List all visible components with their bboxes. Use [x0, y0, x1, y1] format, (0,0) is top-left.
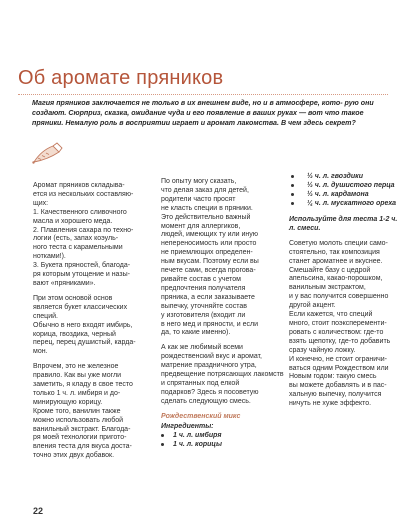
text-line: сделать следующую смесь. — [161, 397, 251, 405]
text-line: Кроме того, ванилин также — [33, 407, 121, 415]
text-line: людей, имеющих ту или иную — [161, 231, 259, 239]
spice-list — [289, 172, 399, 208]
text-line: другой акцент. — [289, 302, 336, 310]
text-line: предпочтения получателя — [161, 284, 246, 292]
text-line: ря моей технологии пригото- — [33, 434, 127, 442]
text-line: Новым годом: такую смесь — [289, 373, 377, 381]
text-line: специй. — [33, 312, 58, 320]
text-line: является букет классических — [33, 303, 128, 311]
paragraph-aroma-components — [33, 182, 145, 289]
text-line: выпечку, уточняйте состав — [161, 302, 247, 310]
paragraph-classic-spices — [33, 295, 145, 357]
text-line: заметить, я кладу в свое тесто — [33, 381, 133, 389]
piping-bag-icon — [31, 140, 65, 166]
text-line: ривайте состав с учетом — [161, 275, 241, 283]
text-line: хальную выпечку, получится — [289, 391, 382, 399]
text-line: ванильным экстрактом, — [289, 284, 366, 292]
list-item: ½ ч. л. душистого перца — [289, 181, 399, 190]
text-line: нотками!). — [33, 253, 66, 261]
text-line: и у вас получится совершенно — [289, 293, 389, 301]
text-line: ется из нескольких составляю- — [33, 190, 134, 198]
column-right — [289, 172, 399, 415]
ingredients-list — [161, 431, 273, 449]
paragraph-christmas-flavor — [161, 344, 284, 406]
text-line: ного теста с карамельными — [33, 244, 123, 252]
text-line: вают «пряниками». — [33, 279, 96, 287]
text-line: ровать с количеством: где-то — [289, 328, 384, 336]
text-line: И конечно, не стоит ограничи- — [289, 355, 388, 363]
text-line: точно этих двух добавок. — [33, 452, 115, 460]
column-left — [33, 182, 145, 467]
text-line: Аромат пряников складыва- — [33, 182, 125, 189]
text-line: правило. Как вы уже могли — [33, 372, 122, 380]
text-line: минирующую корицу. — [33, 398, 103, 406]
text-line: непереносимость или просто — [161, 240, 257, 248]
text-line: только 1 ч. л. имбиря и до- — [33, 389, 121, 397]
text-line: перец, перец душистый, карда- — [33, 339, 136, 347]
text-line: у изготовителя (входит ли — [161, 311, 246, 319]
text-line: 2. Плавления сахара по техно- — [33, 226, 134, 234]
list-item: 1 ч. л. имбиря — [161, 431, 273, 440]
text-line: можно использовать любой — [33, 416, 124, 424]
text-line: корица, гвоздика, черный — [33, 330, 116, 338]
text-line: ванильный экстракт. Благода- — [33, 425, 131, 433]
text-line: апельсина, какао-порошком, — [289, 275, 383, 283]
text-line: При этом основой основ — [33, 294, 113, 302]
text-line: что делая заказ для детей, — [161, 186, 249, 194]
text-line: ря которым утощение и назы- — [33, 271, 130, 279]
list-item: 1 ч. л. корицы — [161, 440, 273, 449]
paragraph-not-a-rule — [33, 363, 145, 461]
paragraph-allergy-advice — [161, 178, 273, 338]
text-line: вления теста для вкуса доста- — [33, 443, 132, 451]
text-line: логии (есть, запах коэуль- — [33, 235, 119, 243]
text-line: момент для аллергиков, — [161, 222, 241, 230]
ingredients-label: Ингредиенты: — [161, 422, 214, 430]
text-line: подарков? Здесь я посоветую — [161, 388, 259, 396]
text-line: 1. Качественного сливочного — [33, 208, 127, 216]
text-line: масла и хорошего меда. — [33, 217, 113, 225]
text-line: 3. Букета пряностей, благода- — [33, 262, 131, 270]
paragraph-grinding-advice — [289, 240, 399, 409]
text-line: Обычно в него входят имбирь, — [33, 321, 133, 329]
column-middle — [161, 178, 284, 457]
text-line: и спрятанных под елкой — [161, 379, 240, 387]
list-item: ½ ч. л. кардамона — [289, 190, 399, 199]
list-item: ½ ч. л. гвоздики — [289, 172, 399, 181]
text-line: много, стоит поэксперементи- — [289, 319, 387, 327]
text-line: взять щепотку, где-то добавить — [289, 337, 391, 345]
text-line: предвещение потрясающих лакомств — [161, 371, 284, 379]
text-line: ным вкусам. Поэтому если вы — [161, 258, 259, 266]
text-line: А как же любимый всеми — [161, 344, 243, 352]
text-line: щих: — [33, 199, 49, 207]
text-line: стоятельно, так композиция — [289, 248, 380, 256]
text-line: Впрочем, это не железное — [33, 363, 119, 371]
text-line: в него мед и пряности, и если — [161, 320, 258, 328]
text-line: Смешайте базу с цедрой — [289, 266, 371, 274]
text-line: По опыту могу сказать, — [161, 178, 237, 185]
text-line: пряника, а если заказываете — [161, 293, 255, 301]
recipe-title: Рождественский микс — [161, 412, 241, 420]
text-line: не приемлющих определен- — [161, 249, 253, 257]
usage-note: Используйте для теста 1-2 ч. л. смеси. — [289, 216, 398, 232]
page-title: Об аромате пряников — [18, 67, 224, 89]
text-line: сразу чайную ложку. — [289, 346, 356, 354]
text-line: мон. — [33, 348, 48, 356]
text-line: да, то какие именно). — [161, 329, 231, 337]
text-line: Если кажется, что специй — [289, 311, 373, 319]
title-divider — [18, 94, 388, 95]
text-line: родители часто просят — [161, 195, 236, 203]
text-line: матрение праздничного утра, — [161, 362, 257, 370]
intro-paragraph: Магия пряников заключается не только в их внешнем виде, но и в атмосфере, кото- рую они создают. Сюрприз, сказка, ожидание чуда и его появление в ваших руках — вот что такое пряники. Немалую роль в восприятии играет и аромат лакомства. В чем здесь секрет? — [32, 99, 374, 128]
page-number: 22 — [33, 506, 44, 516]
text-line: не класть специи в пряники. — [161, 204, 253, 212]
text-line: ничуть не хуже эффекто. — [289, 400, 372, 408]
text-line: рождественский вкус и аромат, — [161, 353, 262, 361]
list-item: ¼ ч. л. мускатного ореха — [289, 199, 399, 208]
text-line: ваться одним Рождеством или — [289, 364, 389, 372]
text-line: Советую молоть специи само- — [289, 239, 388, 247]
text-line: вы можете добавлять и в пас- — [289, 382, 387, 390]
text-line: станет ароматнее и вкуснее. — [289, 257, 383, 265]
text-line: печете сами, всегда прогова- — [161, 267, 256, 275]
text-line: Это действительно важный — [161, 213, 251, 221]
